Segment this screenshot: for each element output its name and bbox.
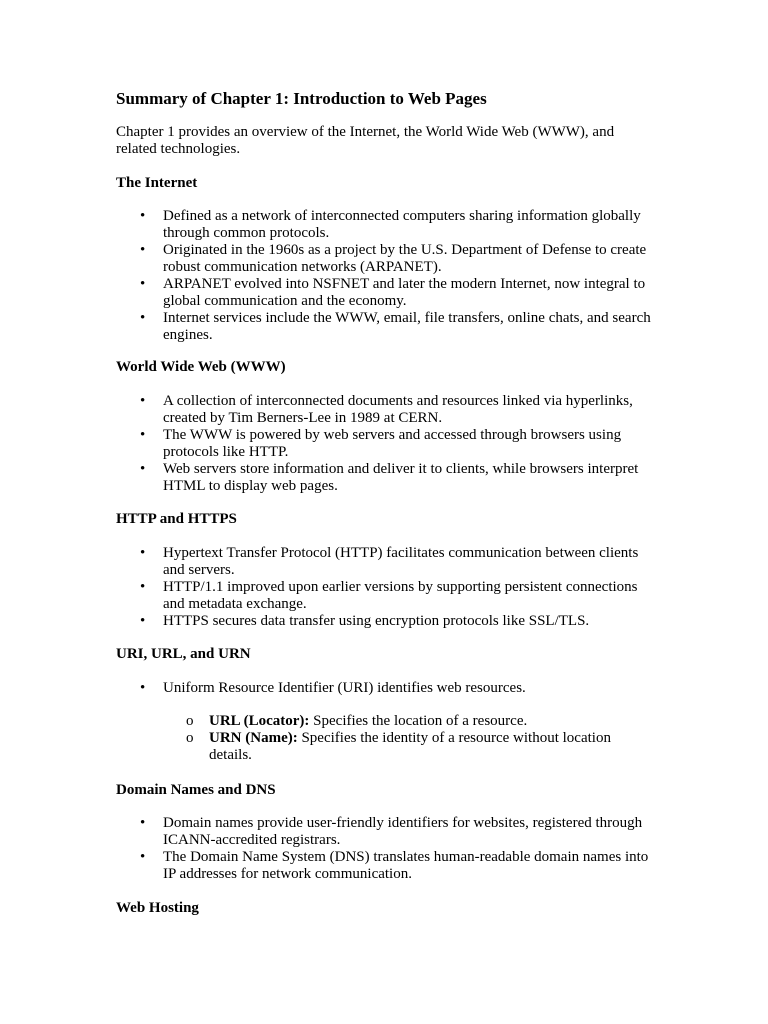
section-heading-http: HTTP and HTTPS [116,511,237,527]
section-heading-dns: Domain Names and DNS [116,782,276,798]
section-heading-internet: The Internet [116,175,198,191]
list-item: • The Domain Name System (DNS) translates human-readable domain names into IP addresses for network communication. [116,849,656,883]
list-item: • Originated in the 1960s as a project by the U.S. Department of Defense to create robust communication networks (ARPANET). [116,242,656,276]
list-item: • A collection of interconnected documents and resources linked via hyperlinks, created by Tim Berners-Lee in 1989 at CERN. [116,393,656,427]
sublist-term: URL (Locator): [209,713,310,729]
list-item: • ARPANET evolved into NSFNET and later the modern Internet, now integral to global communication and the economy. [116,276,656,310]
list-item [116,680,656,764]
http-list [116,545,656,630]
uri-list [116,680,656,764]
internet-list [116,208,656,344]
list-item: • Hypertext Transfer Protocol (HTTP) facilitates communication between clients and servers. [116,545,656,579]
intro-paragraph: Chapter 1 provides an overview of the Internet, the World Wide Web (WWW), and related technologies. [116,124,615,157]
list-item: • The WWW is powered by web servers and accessed through browsers using protocols like HTTP. [116,427,656,461]
sublist-item [163,713,656,730]
section-heading-web-hosting: Web Hosting [116,900,199,916]
sublist-text: Specifies the identity of a resource without location details. [209,730,611,763]
list-item: • Web servers store information and deliver it to clients, while browsers interpret HTML to display web pages. [116,461,656,495]
page-title: Summary of Chapter 1: Introduction to Web Pages [116,89,487,108]
uri-sublist [163,713,656,764]
section-heading-uri: URI, URL, and URN [116,646,251,662]
sublist-item [163,730,656,764]
list-item: • HTTP/1.1 improved upon earlier versions by supporting persistent connections and metadata exchange. [116,579,656,613]
dns-list [116,815,656,883]
www-list [116,393,656,495]
section-heading-www: World Wide Web (WWW) [116,359,286,375]
list-item: • Internet services include the WWW, email, file transfers, online chats, and search engines. [116,310,656,344]
list-item-text: Uniform Resource Identifier (URI) identifies web resources. [163,680,526,696]
list-item: • HTTPS secures data transfer using encryption protocols like SSL/TLS. [116,613,656,630]
list-item: • Defined as a network of interconnected computers sharing information globally through common protocols. [116,208,656,242]
sublist-text: Specifies the location of a resource. [309,713,528,729]
list-item: • Domain names provide user-friendly identifiers for websites, registered through ICANN-accredited registrars. [116,815,656,849]
sublist-term: URN (Name): [209,730,298,746]
